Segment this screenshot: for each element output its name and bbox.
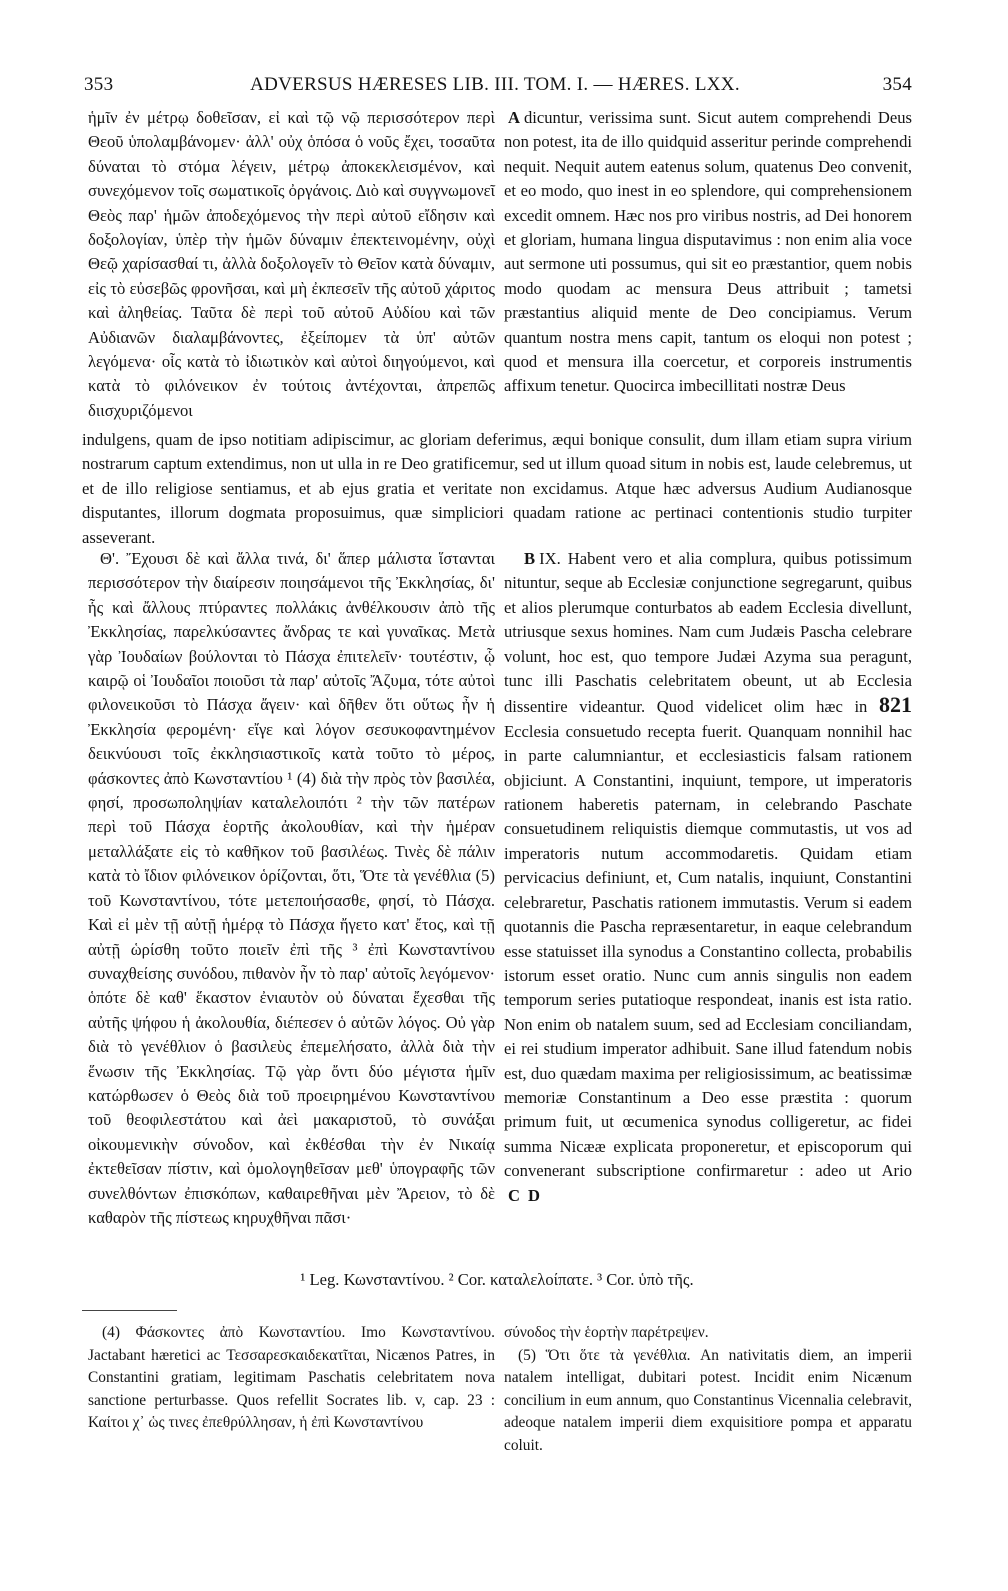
latin-column-1	[504, 106, 912, 423]
latin-text-1	[504, 106, 912, 399]
section-1-full-width	[82, 428, 912, 550]
latin-text-2-part1: IX. Habent vero et alia complura, quibus potissimum nituntur, seque ab Ecclesiæ conjunctione segregarunt, quibus et alios plerumque conturbatos ab eadem Ecclesia divellunt, utriusque sexus homines. Nam cum Judæis Pascha celebrare volunt, hoc est, quo tempore Judæi Azyma sua peragunt, tunc illi Paschatis celebritatem obeunt, ut ab Ecclesia dissentire videantur. Quod videlicet olim hæc in	[504, 549, 912, 717]
greek-text-2: Θ'. Ἔχουσι δὲ καὶ ἄλλα τινά, δι' ἅπερ μάλιστα ἵστανται περισσότερον τὴν διαίρεσιν ποιησάμενοι τῆς Ἐκκλησίας, δι' ἧς καὶ ἄλλους πτύραντες πολλάκις ἀνθέλκουσιν ἀπὸ τῆς Ἐκκλησίας, παρελκύσαντες ἄνδρας τε καὶ γυναῖκας. Μετὰ γὰρ Ἰουδαίων βούλονται τὸ Πάσχα ἐπιτελεῖν· τουτέστιν, ᾧ καιρῷ οἱ Ἰουδαῖοι ποιοῦσι τὰ παρ' αὐτοῖς Ἄζυμα, τότε αὐτοὶ φιλονεικοῦσι τὸ Πάσχα ἄγειν· καὶ δῆθεν ὅτι οὕτως ἦν ἡ Ἐκκλησία φερομένη· εἴγε καὶ λόγον σεσυκοφαντημένον δεικνύουσι τοῖς ἐκκλησιαστικοῖς κατὰ τοῦτο τὸ μέρος, φάσκοντες ἀπὸ Κωνσταντίου ¹ (4) διὰ τὴν πρὸς τὸν βασιλέα, φησί, προσωποληψίαν καταλελοιπότι ² τὴν τῶν πατέρων περὶ τοῦ Πάσχα ἑορτῆς ἀκολουθίαν, καὶ τὴν ἡμέραν μεταλλάξατε εἰς τὸ καθῆκον τοῦ βασιλέως. Τινὲς δὲ πάλιν κατὰ τὸ ἴδιον φιλόνεικον ὁρίζονται, ὅτι, Ὅτε τὰ γενέθλια (5) τοῦ Κωνσταντίνου, τότε μετεποιήσασθε, φησί, τὸ Πάσχα. Καὶ εἰ μὲν τῇ αὐτῇ ἡμέρᾳ τὸ Πάσχα ἤγετο κατ' ἔτος, καὶ τῇ αὐτῇ ὡρίσθη τοῦτο ποιεῖν ἐπὶ τῆς ³ ἐπὶ Κωνσταντίνου συναχθείσης συνόδου, πιθανὸν ἦν τὸ παρ' αὐτοῖς λεγόμενον· ὁπότε δὲ καθ' ἕκαστον ἐνιαυτὸν οὐ δύναται ἔχεσθαι τῆς αὐτῆς ψήφου ἡ ἀκολουθία, διέπεσεν ὁ αὐτῶν λόγος. Οὐ γὰρ διὰ τὸ γενέθλιον ὁ βασιλεὺς ἐπεμελήσατο, ἀλλὰ διὰ τὴν ἕνωσιν τῆς Ἐκκλησίας. Τῷ γὰρ ὄντι δύο μέγιστα ἡμῖν κατώρθωσεν ὁ Θεὸς διὰ τοῦ προειρημένου Κωνσταντίνου τοῦ θεοφιλεστάτου καὶ ἀεὶ μακαριστοῦ, τὸ συνάξαι οἰκουμενικὴν σύνοδον, καὶ ἐκθέσθαι τὴν ἐν Νικαίᾳ ἐκτεθεῖσαν πίστιν, καὶ ὁμολογηθεῖσαν μεθ' ὑπογραφῆς τῶν συνελθόντων ἐπισκόπων, καθαιρεθῆναι μὲν Ἄρειον, τὸ δὲ καθαρὸν τῆς πίστεως κηρυχθῆναι πᾶσι·	[88, 549, 495, 1227]
footnote-rule	[82, 1310, 177, 1311]
greek-column-1	[82, 106, 495, 423]
latin-text-2-part2: Ecclesia consuetudo recepta fuerit. Quanquam nonnihil hac in parte calumniantur, et ecclesiasticis falsam rationem objiciunt. A Constantini, inquiunt, tempore, ut imperatoris rationem haberetis paternam, in celebrando Paschate consuetudinem reliquistis diemque commutastis, ut vos ad imperatoris nutum accommodaretis. Quidam etiam pervicacius definiunt, et, Cum natalis, inquiunt, Constantini celebraretur, Paschatis rationem immutastis. Verum si eadem quotannis die Pascha repræsentaretur, in eaque celebrandum esse statuisset illa synodus a Constantino collecta, probabilis istorum esset oratio. Nunc cum annis singulis non eadem temporum series putatioque respondeat, inanis est ista ratio. Non enim ob natalem suum, sed ad Ecclesiam conciliandam, ei rei studium imperator adhibuit. Sane illud fatendum nobis est, duo quædam maxima per religiosissimum, ac beatissimæ memoriæ Constantinum a Deo esse præstita : quorum primum fuit, ut œcumenica synodus colligeretur, ac fidei summa Nicææ explicata proponeretur, et episcoporum qui convenerant subscriptione confirmaretur : adeo ut Ario	[504, 721, 912, 1181]
critical-notes-text: ¹ Leg. Κωνσταντίνου. ² Cor. καταλελοίπατε. ³ Cor. ὑπὸ τῆς.	[300, 1270, 694, 1289]
greek-column-2	[82, 547, 495, 1230]
footnote-4-continuation: σύνοδος τὴν ἑορτὴν παρέτρεψεν.	[504, 1324, 709, 1341]
margin-marker-c: C	[508, 1185, 520, 1205]
section-1-columns	[82, 106, 912, 423]
footnote-5: (5) Ὅτι ὅτε τὰ γενέθλια. An nativitatis diem, an imperii natalem intelligat, dubitari potest. Incidit enim Nicænum concilium in eum annum, quo Constantinus Vicennalia celebravit, adeoque natalem imperii diem exquisitiore pompa et apparatu coluit.	[504, 1346, 912, 1454]
column-number: 821	[879, 692, 912, 718]
latin-text-1-body: dicuntur, verissima sunt. Sicut autem comprehendi Deus non potest, ita de illo quidquid asseritur perinde comprehendi nequit. Nequit autem eatenus solum, quatenus Deo convenit, et eo modo, quo inest in eo splendore, qui comprehensionem excedit omnem. Hæc nos pro viribus nostris, ad Dei honorem et gloriam, humana lingua disputavimus : non enim alia voce aut sermone uti possumus, qui sit eo præstantior, quem nobis modo quodam ac mensura Deus attribuit ; tametsi præstantius aliquid mente de Deo concipiamus. Verum quantum nostra mens capit, tantum os eloqui non potest ; quod et mensura illa coercetur, et corporeis instrumentis affixum tenetur. Quocirca imbecillitati nostræ Deus	[504, 108, 912, 396]
latin-full-width-text: indulgens, quam de ipso notitiam adipiscimur, ac gloriam deferimus, æqui bonique consulit, dum illam etiam supra virium nostrarum captum extendimus, non ut ulla in re Deo gratificemur, sed ut illum quoad situm in nobis est, laude celebremus, ut et de illo religiose sentiamus, et ab ejus gratia et veritate non excidamus. Atque hæc adversus Audium Audianosque disputantes, illorum dogmata proposuimus, quæ simpliciori quadam ratione ac pertinaci contentionis studio turpiter asseverant.	[82, 430, 912, 547]
latin-text-2	[504, 547, 912, 1208]
page-number-right: 354	[882, 74, 912, 95]
footnotes-left-column	[82, 1322, 495, 1457]
running-header	[78, 74, 912, 100]
footnotes	[82, 1322, 912, 1457]
critical-apparatus	[82, 1268, 912, 1292]
greek-text-1: ἡμῖν ἐν μέτρῳ δοθεῖσαν, εἰ καὶ τῷ νῷ περισσότερον περὶ Θεοῦ ὑπολαμβάνομεν· ἀλλ' οὐχ ὁπόσα ὁ νοῦς ἔχει, τοσαῦτα δύναται τὸ στόμα λέγειν, μέτρῳ ἀποκεκλεισμένον, καὶ συνεχόμενον τοῖς σωματικοῖς ὀργάνοις. Διὸ καὶ συγγνωμονεῖ Θεὸς παρ' ἡμῶν ἀποδεχόμενος τὴν περὶ αὐτοῦ εἴδησιν καὶ δοξολογίαν, ὑπὲρ τὴν ἡμῶν δύναμιν ἐπεκτεινομένην, οὐχὶ Θεῷ χαρίσασθαί τι, ἀλλὰ δοξολογεῖν τὸ Θεῖον κατὰ δύναμιν, εἰς τὸ εὐσεβῶς φρονῆσαι, καὶ μὴ ἐκπεσεῖν τῆς αὐτοῦ χάριτος καὶ ἀληθείας. Ταῦτα δὲ περὶ τοῦ αὐτοῦ Αὐδίου καὶ τῶν Αὐδιανῶν διαλαμβάνοντες, ἐξείπομεν τὰ ὑπ' αὐτῶν λεγόμενα· οἷς κατὰ τὸ ἰδιωτικὸν καὶ αὐτοὶ διηγούμενοι, καὶ κατὰ τὸ φιλόνεικον ἐν τούτοις ἀντέχονται, ἀπρεπῶς διισχυριζόμενοι	[88, 108, 495, 420]
footnote-4: (4) Φάσκοντες ἀπὸ Κωνσταντίου. Imo Κωνσταντίνου. Jactabant hæretici ac Τεσσαρεσκαιδεκατῖται, Nicænos Patres, in Constantini gratiam, legitimam Paschatis celebritatem nova sanctione perturbasse. Quos refellit Socrates lib. v, cap. 23 : Καίτοι χ᾽ ὡς τινες ἐπεθρύλλησαν, ἡ ἐπὶ Κωνσταντίνου	[88, 1324, 495, 1431]
margin-marker-b: B	[524, 549, 536, 568]
footnotes-right-column	[504, 1322, 912, 1457]
running-title: ADVERSUS HÆRESES LIB. III. TOM. I. — HÆRES. LXX.	[250, 74, 740, 95]
latin-column-2	[504, 547, 912, 1230]
margin-marker-d: D	[527, 1185, 540, 1205]
page-number-left: 353	[84, 74, 114, 95]
margin-marker-a: A	[508, 108, 520, 127]
section-2-columns	[82, 547, 912, 1230]
